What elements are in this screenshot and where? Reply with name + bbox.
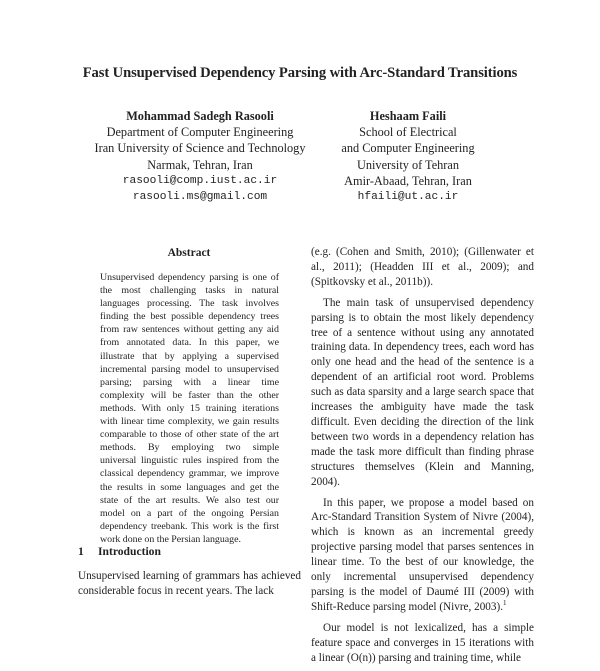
author-affiliation-line: Amir-Abaad, Tehran, Iran	[344, 173, 472, 188]
author-affiliation-line: Department of Computer Engineering	[106, 125, 294, 140]
author-email: rasooli@comp.iust.ac.ir	[122, 174, 278, 187]
body-paragraph-text: In this paper, we propose a model based on Arc-Standard Transition System of Nivre (2004), which is known as an incremental greedy projective parsing model that parses sentences in linear time. To the best of our knowledge, the only incremental unsupervised dependency parsing is the model of Daumé III (2009) with Shift-Reduce parsing model (Nivre, 2003).	[311, 496, 534, 613]
abstract-text: Unsupervised dependency parsing is one of the most challenging tasks in natural languages processing. The task involves finding the best possible dependency trees from raw sentences without getting any aid from annotated data. In this paper, we illustrate that by applying a supervised incremental parsing model to unsupervised parsing; parsing with a linear time complexity will be faster than the other methods. With only 15 training iterations with linear time complexity, we gain results comparable to those of other state of the art methods. By employing two simple universal linguistic rules inspired from the classical dependency grammar, we improve the results in some languages and get the state of the art results. We also test our model on a part of the ongoing Persian dependency treebank. This work is the first work done on the Persian language.	[100, 272, 279, 545]
body-paragraph: The main task of unsupervised dependency parsing is to obtain the most likely dependency tree of a sentence without using any annotated training data. In dependency trees, each word has only one head and the head of the sentence is a dependent of an artificial root word. Problems such as data sparsity and a large search space that increases the ambiguity have made the task difficult. Even deciding the direction of the link between two words in a dependency relation has made the task more difficult than finding phrase structures themselves (Klein and Manning, 2004).	[311, 296, 534, 488]
author-affiliation-line: School of Electrical	[359, 125, 457, 140]
section-title: Introduction	[98, 545, 161, 558]
author-affiliation-line: University of Tehran	[356, 157, 460, 172]
author-affiliation-line: and Computer Engineering	[341, 141, 475, 156]
body-paragraph: Our model is not lexicalized, has a simple feature space and converges in 15 iterations with a linear (O(n)) parsing and training time, while	[311, 621, 534, 664]
author-email: hfaili@ut.ac.ir	[357, 191, 459, 204]
author-email: rasooli.ms@gmail.com	[132, 191, 268, 204]
author-affiliation-line: Iran University of Science and Technology	[94, 141, 306, 156]
intro-paragraph: Unsupervised learning of grammars has achieved considerable focus in recent years. The lack	[78, 570, 301, 597]
abstract-heading: Abstract	[167, 247, 211, 259]
author-name: Heshaam Faili	[369, 109, 447, 123]
right-column	[311, 245, 534, 671]
author-name: Mohammad Sadegh Rasooli	[126, 109, 274, 123]
author-block-1	[80, 108, 320, 205]
section-heading	[78, 545, 161, 558]
body-paragraph	[311, 496, 534, 615]
section-number: 1	[78, 545, 84, 558]
author-affiliation-line: Narmak, Tehran, Iran	[147, 157, 253, 172]
author-block-2	[328, 108, 488, 205]
footnote-marker: 1	[503, 598, 507, 607]
body-paragraph: (e.g. (Cohen and Smith, 2010); (Gillenwater et al., 2011); (Headden III et al., 2009); and (Spitkovsky et al., 2011b)).	[311, 246, 534, 288]
paper-title: Fast Unsupervised Dependency Parsing with Arc-Standard Transitions	[82, 65, 518, 81]
